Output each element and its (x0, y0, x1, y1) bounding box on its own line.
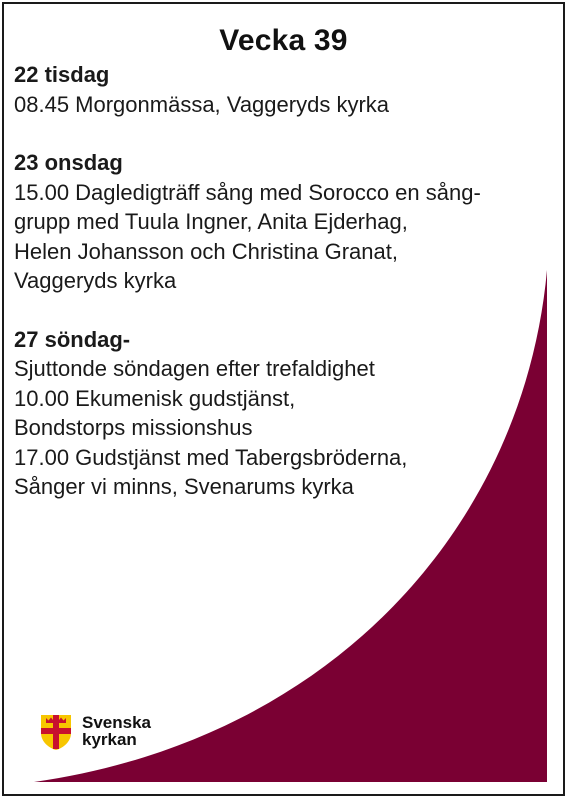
day-heading: 23 onsdag (14, 150, 123, 175)
day-block-sunday (14, 325, 554, 502)
day-block-tuesday (14, 60, 554, 119)
event-line: Sånger vi minns, Svenarums kyrka (14, 474, 354, 499)
logo-line-2: kyrkan (82, 730, 137, 749)
event-line: Sjuttonde söndagen efter trefaldighet (14, 356, 375, 381)
logo-wordmark (82, 714, 151, 748)
day-heading: 22 tisdag (14, 62, 110, 87)
svenska-kyrkan-logo (38, 711, 151, 751)
day-block-wednesday (14, 148, 554, 296)
event-line: Helen Johansson och Christina Granat, (14, 238, 398, 264)
event-line: 15.00 Dagledigträff sång med Sorocco en sång- (14, 179, 481, 205)
announcement-panel (2, 2, 565, 796)
svenska-kyrkan-crown-cross-icon (38, 711, 74, 751)
event-line: grupp med Tuula Ingner, Anita Ejderhag, (14, 209, 408, 234)
event-line: 08.45 Morgonmässa, Vaggeryds kyrka (14, 91, 389, 117)
event-line: Bondstorps missionshus (14, 415, 253, 440)
day-heading: 27 söndag- (14, 326, 131, 352)
schedule (14, 60, 554, 531)
logo-line-1: Svenska (82, 713, 151, 732)
event-line: Vaggeryds kyrka (14, 268, 177, 293)
event-line: 10.00 Ekumenisk gudstjänst, (14, 385, 296, 411)
event-line: 17.00 Gudstjänst med Tabergsbröderna, (14, 444, 408, 470)
page-title: Vecka 39 (219, 24, 348, 57)
